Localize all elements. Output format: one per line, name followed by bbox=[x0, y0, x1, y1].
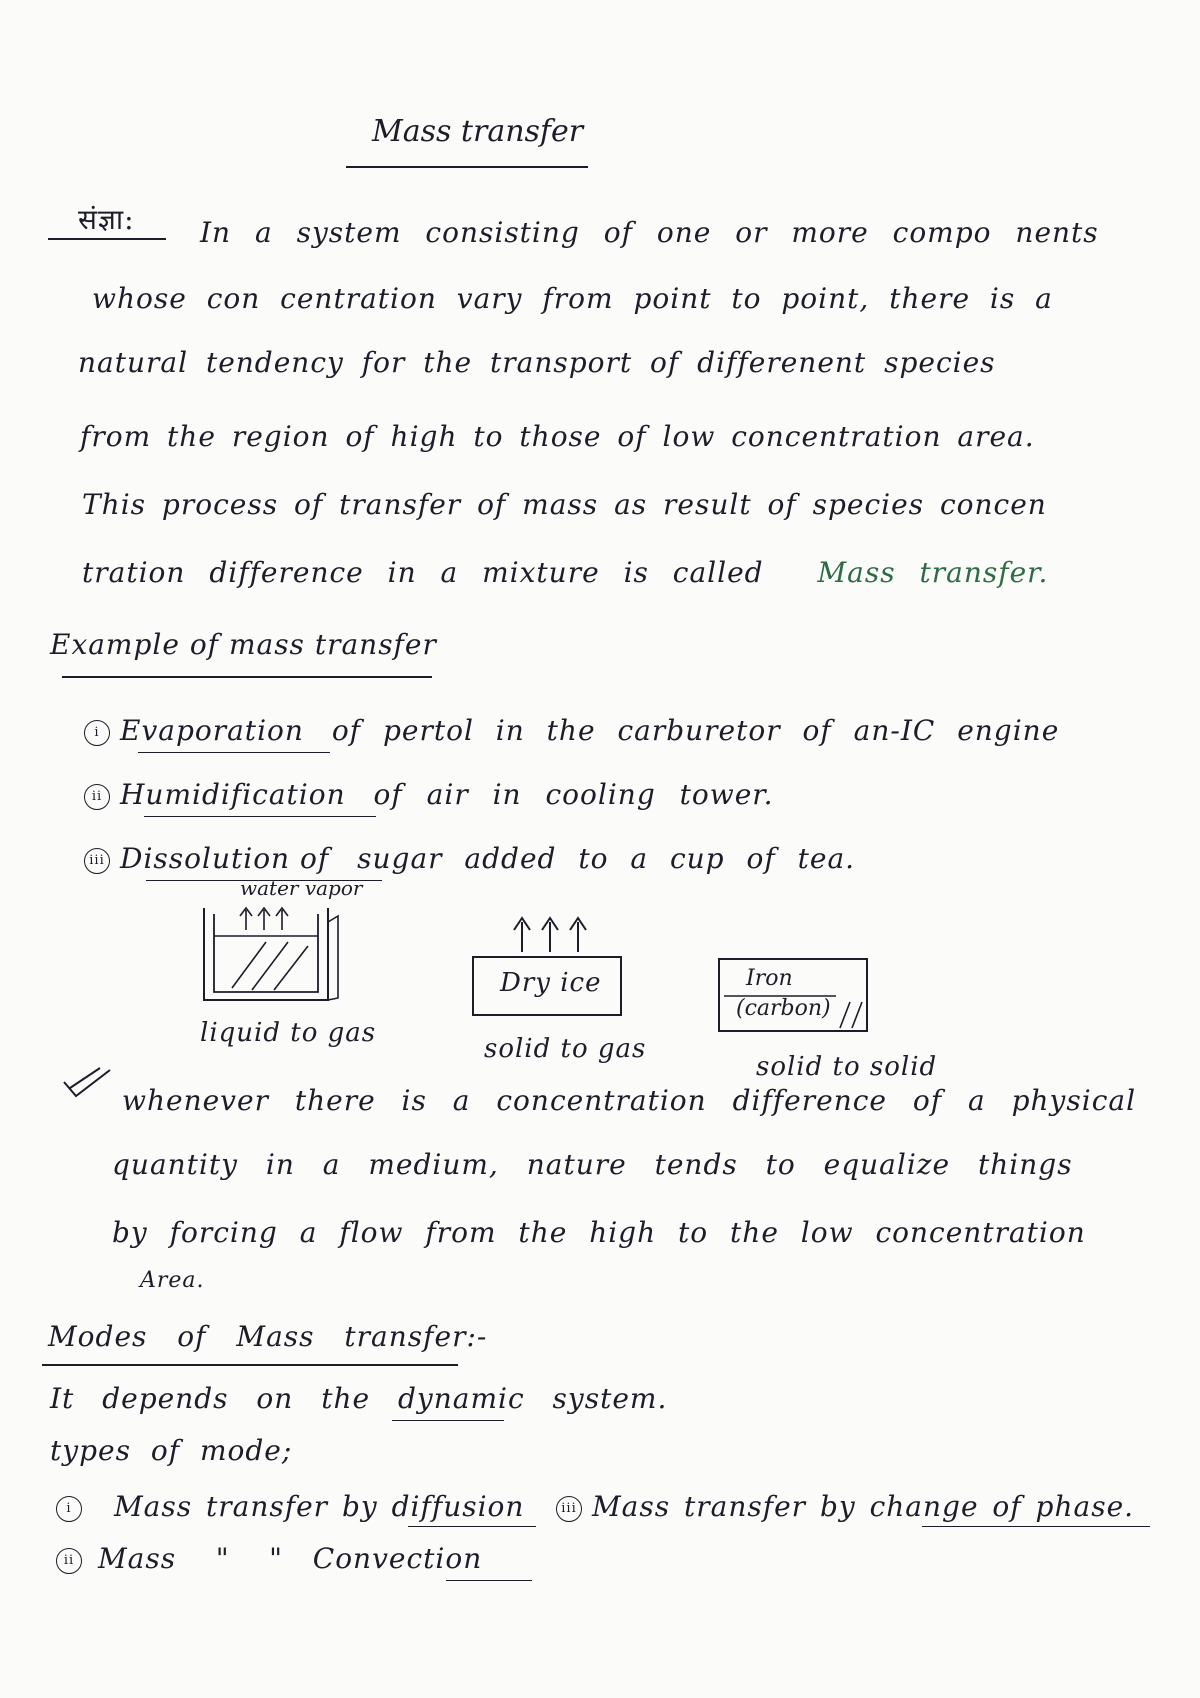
example-underline-2 bbox=[144, 816, 376, 817]
definition-line-5: This process of transfer of mass as result of species concen bbox=[82, 488, 1047, 521]
fig3-hatch-lines bbox=[718, 958, 868, 1032]
example-marker-3: iii bbox=[84, 848, 110, 874]
definition-heading: संज्ञा: bbox=[78, 203, 135, 236]
example-item-3 bbox=[84, 842, 855, 875]
mode-item-3 bbox=[556, 1490, 1134, 1523]
example-item-1 bbox=[84, 714, 1059, 747]
definition-line-3: natural tendency for the transport of differenent species bbox=[78, 346, 996, 379]
title-underline bbox=[346, 166, 588, 168]
mode-text-2: Mass " " Convection bbox=[98, 1542, 483, 1575]
example-rest-2: of air in cooling tower. bbox=[373, 778, 774, 811]
examples-heading: Example of mass transfer bbox=[50, 628, 437, 661]
definition-line-4: from the region of high to those of low concentration area. bbox=[80, 420, 1035, 453]
example-item-2 bbox=[84, 778, 774, 811]
convection-underline bbox=[446, 1580, 532, 1581]
example-marker-1: i bbox=[84, 720, 110, 746]
fig3-box-label-1: Iron bbox=[746, 966, 793, 991]
definition-line-6-text: tration difference in a mixture is called bbox=[82, 556, 764, 589]
fig1-caption: liquid to gas bbox=[200, 1018, 377, 1048]
mode-marker-3: iii bbox=[556, 1496, 582, 1522]
definition-heading-underline bbox=[48, 238, 166, 240]
fig3-box-label-2: (carbon) bbox=[736, 996, 831, 1021]
definition-line-2: whose con centration vary from point to point, there is a bbox=[92, 282, 1053, 315]
examples-heading-underline bbox=[62, 676, 432, 678]
page-title: Mass transfer bbox=[372, 114, 584, 149]
note-line-2: quantity in a medium, nature tends to equalize things bbox=[112, 1148, 1073, 1181]
mode-marker-2: ii bbox=[56, 1548, 82, 1574]
example-underline-1 bbox=[138, 752, 330, 753]
definition-term: Mass transfer. bbox=[817, 556, 1049, 589]
fig3-caption: solid to solid bbox=[756, 1052, 938, 1082]
change-of-phase-underline bbox=[922, 1526, 1150, 1527]
example-rest-3: sugar added to a cup of tea. bbox=[357, 842, 856, 875]
fig1-beaker-drawing bbox=[196, 902, 346, 1008]
example-marker-2: ii bbox=[84, 784, 110, 810]
note-line-3: by forcing a flow from the high to the low concentration bbox=[112, 1216, 1086, 1249]
mode-text-1: Mass transfer by diffusion bbox=[114, 1490, 525, 1523]
mode-item-1 bbox=[56, 1490, 524, 1523]
example-term-1: Evaporation bbox=[120, 714, 304, 747]
modes-heading-underline bbox=[42, 1364, 458, 1366]
modes-heading: Modes of Mass transfer:- bbox=[48, 1320, 488, 1353]
mode-item-2 bbox=[56, 1542, 482, 1575]
mode-marker-1: i bbox=[56, 1496, 82, 1522]
note-line-4: Area. bbox=[140, 1268, 205, 1293]
checkmark-icon bbox=[60, 1066, 116, 1102]
example-rest-1: of pertol in the carburetor of an-IC engine bbox=[331, 714, 1060, 747]
fig2-caption: solid to gas bbox=[484, 1034, 647, 1064]
fig1-top-label: water vapor bbox=[240, 876, 363, 900]
definition-line-1: In a system consisting of one or more compo nents bbox=[200, 216, 1099, 249]
modes-line-2: types of mode; bbox=[50, 1434, 293, 1467]
mode-text-3: Mass transfer by change of phase. bbox=[592, 1490, 1135, 1523]
note-line-1: whenever there is a concentration difference of a physical bbox=[122, 1084, 1137, 1117]
dynamic-underline bbox=[392, 1420, 504, 1421]
definition-line-6 bbox=[82, 556, 1048, 589]
example-term-2: Humidification bbox=[120, 778, 346, 811]
diffusion-underline bbox=[408, 1526, 536, 1527]
modes-line-1: It depends on the dynamic system. bbox=[50, 1382, 668, 1415]
example-term-3: Dissolution of bbox=[120, 842, 330, 875]
fig2-box-label: Dry ice bbox=[500, 968, 602, 998]
fig2-arrows bbox=[500, 912, 610, 956]
